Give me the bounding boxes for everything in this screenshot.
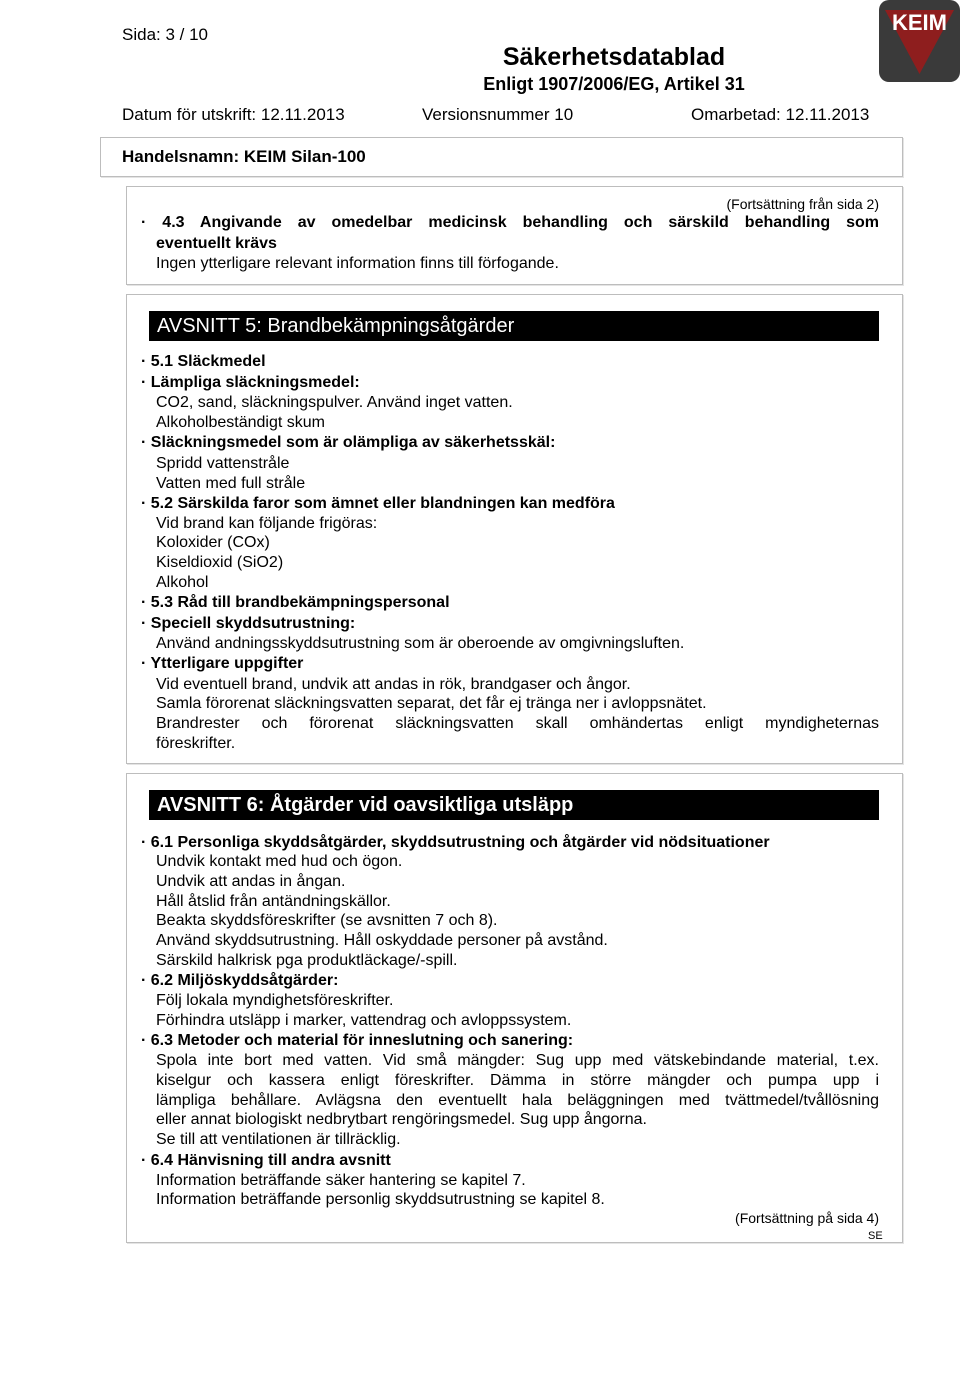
- text-5-1-a: CO2, sand, släckningspulver. Använd inget vatten.: [156, 394, 513, 411]
- heading-4-3-cont: eventuellt krävs: [156, 235, 277, 252]
- text-5-2-c: Kiseldioxid (SiO2): [156, 554, 284, 571]
- text-4-3: Ingen ytterligare relevant information finns till förfogande.: [156, 255, 559, 272]
- keim-logo: [879, 0, 960, 82]
- text-5-3-e: föreskrifter.: [156, 735, 236, 752]
- text-6-3-a: Spola inte bort med vatten. Vid små mängder: Sug upp med vätskebindande material, t.ex.: [156, 1052, 879, 1069]
- text-6-1-a: Undvik kontakt med hud och ögon.: [156, 853, 403, 870]
- text-5-2-d: Alkohol: [156, 574, 209, 591]
- text-6-1-e: Använd skyddsutrustning. Håll oskyddade personer på avstånd.: [156, 932, 608, 949]
- text-5-2-a: Vid brand kan följande frigöras:: [156, 515, 378, 532]
- document-title: Säkerhetsdatablad: [502, 43, 726, 71]
- page-number: Sida: 3 / 10: [122, 25, 209, 44]
- text-6-2-b: Förhindra utsläpp i marker, vattendrag och avloppssystem.: [156, 1012, 572, 1029]
- text-6-1-d: Beakta skyddsföreskrifter (se avsnitten 7 och 8).: [156, 912, 498, 929]
- text-5-3-c: Samla förorenat släckningsvatten separat, det får ej tränga ner i avloppsnätet.: [156, 695, 707, 712]
- print-date: Datum för utskrift: 12.11.2013: [122, 105, 345, 124]
- continued-to: (Fortsättning på sida 4): [735, 1210, 879, 1226]
- heading-protective-equipment: · Speciell skyddsutrustning:: [141, 615, 356, 632]
- section-6-banner: AVSNITT 6: Åtgärder vid oavsiktliga utsläpp: [149, 790, 879, 820]
- heading-6-1: · 6.1 Personliga skyddsåtgärder, skyddsutrustning och åtgärder vid nödsituationer: [141, 834, 770, 851]
- heading-5-1: · 5.1 Släckmedel: [141, 353, 266, 370]
- heading-suitable-media: · Lämpliga släckningsmedel:: [141, 374, 360, 391]
- logo-text: KEIM: [892, 10, 947, 35]
- product-name: Handelsnamn: KEIM Silan-100: [122, 147, 366, 166]
- heading-5-3: · 5.3 Råd till brandbekämpningspersonal: [141, 594, 450, 611]
- heading-4-3: · 4.3 Angivande av omedelbar medicinsk behandling och särskild behandling som: [141, 214, 879, 231]
- text-5-3-a: Använd andningsskyddsutrustning som är oberoende av omgivningsluften.: [156, 635, 685, 652]
- heading-additional-info: · Ytterligare uppgifter: [141, 655, 304, 672]
- text-6-3-c: lämpliga behållare. Avlägsna den eventuellt hala beläggningen med tvättmedel/tvållösning: [156, 1092, 879, 1109]
- text-6-1-b: Undvik att andas in ångan.: [156, 873, 346, 890]
- text-5-1-b: Alkoholbeständigt skum: [156, 414, 325, 431]
- heading-6-2: · 6.2 Miljöskyddsåtgärder:: [141, 972, 339, 989]
- heading-6-4: · 6.4 Hänvisning till andra avsnitt: [141, 1152, 391, 1169]
- text-5-3-b: Vid eventuell brand, undvik att andas in rök, brandgaser och ångor.: [156, 676, 631, 693]
- section-5-banner: AVSNITT 5: Brandbekämpningsåtgärder: [149, 311, 879, 341]
- text-6-3-b: kiselgur och kassera enligt föreskrifter. Dämma in större mängder och pumpa upp i: [156, 1072, 879, 1089]
- text-5-1-d: Vatten med full stråle: [156, 475, 306, 492]
- text-6-3-e: Se till att ventilationen är tillräcklig.: [156, 1131, 401, 1148]
- heading-unsuitable-media: · Släckningsmedel som är olämpliga av säkerhetsskäl:: [141, 434, 556, 451]
- text-5-1-c: Spridd vattenstråle: [156, 455, 290, 472]
- text-6-1-f: Särskild halkrisk pga produktläckage/-spill.: [156, 952, 458, 969]
- heading-5-2: · 5.2 Särskilda faror som ämnet eller blandningen kan medföra: [141, 495, 615, 512]
- text-5-2-b: Koloxider (COx): [156, 534, 270, 551]
- text-6-2-a: Följ lokala myndighetsföreskrifter.: [156, 992, 394, 1009]
- version-number: Versionsnummer 10: [422, 105, 574, 124]
- document-subtitle: Enligt 1907/2006/EG, Artikel 31: [483, 74, 745, 94]
- text-6-1-c: Håll åtslid från antändningskällor.: [156, 893, 391, 910]
- heading-6-3: · 6.3 Metoder och material för inneslutning och sanering:: [141, 1032, 574, 1049]
- language-code: SE: [868, 1230, 883, 1242]
- text-5-3-d: Brandrester och förorenat släckningsvatten skall omhändertas enligt myndigheternas: [156, 715, 879, 732]
- text-6-3-d: eller annat biologiskt nedbrytbart rengöringsmedel. Sug upp ångorna.: [156, 1111, 647, 1128]
- text-6-4-b: Information beträffande personlig skyddsutrustning se kapitel 8.: [156, 1191, 605, 1208]
- revised-date: Omarbetad: 12.11.2013: [691, 105, 870, 124]
- continued-from: (Fortsättning från sida 2): [726, 196, 879, 212]
- text-6-4-a: Information beträffande säker hantering se kapitel 7.: [156, 1172, 526, 1189]
